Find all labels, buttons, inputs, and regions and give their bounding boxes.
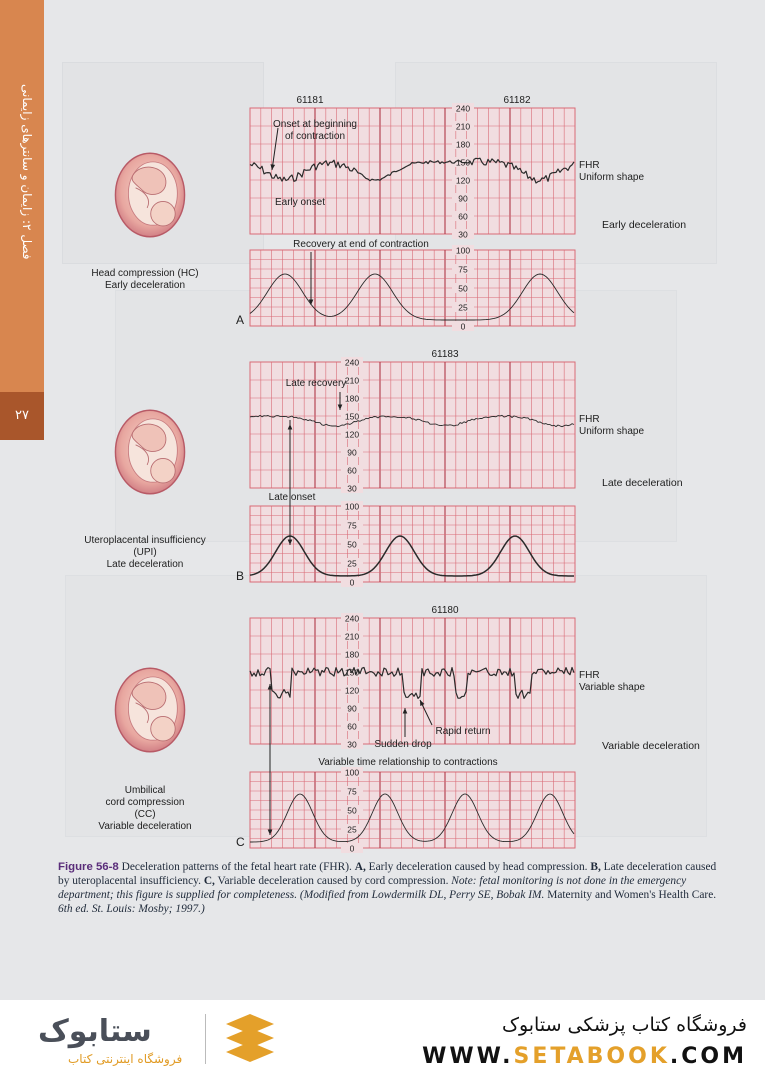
- uc-tick-label: 75: [347, 786, 357, 797]
- strip-id: 61181: [296, 95, 324, 106]
- illustration-caption: (UPI): [133, 547, 157, 558]
- uc-tick-label: 100: [344, 501, 360, 512]
- store-logo-subtitle: فروشگاه اینترنتی کتاب: [68, 1052, 183, 1066]
- uc-tick-label: 100: [344, 767, 360, 778]
- annotation-label: Recovery at end of contraction: [293, 239, 429, 250]
- annotation-label: Late recovery: [285, 378, 347, 389]
- fetal-head: [151, 716, 175, 740]
- fhr-tick-label: 150: [344, 667, 360, 678]
- annotation-label: Rapid return: [435, 726, 491, 737]
- annotation-label: Late onset: [268, 492, 316, 503]
- fhr-tick-label: 90: [347, 703, 357, 714]
- illustration-caption: Head compression (HC): [91, 268, 199, 279]
- annotation-label: Sudden drop: [374, 739, 432, 750]
- fhr-tick-label: 120: [344, 685, 360, 696]
- chapter-title: فصل ۲: زایمان و سانترهای زایمانی: [20, 84, 34, 260]
- uc-tick-label: 0: [460, 321, 466, 332]
- fetal-head: [151, 201, 175, 225]
- illustration-caption: Late deceleration: [106, 559, 184, 570]
- url-brand: SETABOOK: [513, 1044, 670, 1069]
- deceleration-type-label: Late deceleration: [602, 477, 683, 489]
- figure-caption: [58, 860, 730, 916]
- uc-strip-A: [250, 250, 575, 326]
- fhr-tick-label: 240: [344, 613, 360, 624]
- fhr-shape-label: Uniform shape: [579, 172, 645, 183]
- illustration-caption: Early deceleration: [104, 280, 186, 291]
- url-prefix: WWW.: [422, 1044, 514, 1069]
- fhr-shape-label: Uniform shape: [579, 426, 645, 437]
- fhr-tick-label: 90: [347, 447, 357, 458]
- fhr-tick-label: 240: [455, 103, 471, 114]
- strip-id: 61180: [431, 605, 459, 616]
- fhr-tick-label: 30: [347, 739, 357, 750]
- annotation-label: of contraction: [284, 131, 346, 142]
- illustration-caption: Variable deceleration: [98, 821, 192, 832]
- panel-letter: A: [236, 313, 245, 327]
- strip-id: 61182: [503, 95, 531, 106]
- uc-strip-C: [250, 772, 575, 848]
- url-suffix: .COM: [669, 1044, 747, 1069]
- figure-label: Figure 56-8: [58, 861, 119, 873]
- uc-tick-label: 0: [349, 577, 355, 588]
- fetus-illustration-A: [115, 153, 184, 237]
- fetus-illustration-B: [115, 410, 184, 494]
- caption-note: Note: fetal monitoring is not done in the emergency department; this figure is supplied for completeness. (Modified from Lowdermilk DL, Perry SE, Bobak IM.: [58, 875, 687, 901]
- fhr-label: FHR: [579, 160, 600, 171]
- caption-a: A,: [354, 861, 366, 873]
- annotation-label: Variable time relationship to contractions: [318, 757, 498, 768]
- fhr-tick-label: 30: [458, 229, 468, 240]
- fhr-tick-label: 180: [344, 393, 360, 404]
- caption-book: Maternity and Women's Health Care.: [544, 889, 717, 901]
- fhr-tick-label: 150: [455, 157, 471, 168]
- uc-tick-label: 25: [347, 558, 357, 569]
- uc-tick-label: 25: [458, 302, 468, 313]
- panel-letter: C: [236, 835, 245, 849]
- annotation-label: Early onset: [274, 197, 326, 208]
- fhr-tick-label: 240: [344, 357, 360, 368]
- fhr-tick-label: 210: [344, 631, 360, 642]
- store-logo-text: ستابوک: [38, 1014, 152, 1049]
- fhr-tick-label: 150: [344, 411, 360, 422]
- caption-c: C,: [203, 875, 215, 887]
- fhr-tick-label: 90: [458, 193, 468, 204]
- fhr-tick-label: 60: [347, 721, 357, 732]
- uc-tick-label: 100: [455, 245, 471, 256]
- store-url: [422, 1044, 747, 1069]
- uc-tick-label: 0: [349, 843, 355, 854]
- fhr-label: FHR: [579, 670, 600, 681]
- uc-tick-label: 25: [347, 824, 357, 835]
- deceleration-type-label: Early deceleration: [602, 219, 687, 231]
- store-banner: [0, 1000, 765, 1080]
- fhr-shape-label: Variable shape: [579, 682, 645, 693]
- caption-text: Late deceleration caused by uteroplacental insufficiency.: [58, 861, 717, 887]
- panel-letter: B: [236, 569, 245, 583]
- fhr-label: FHR: [579, 414, 600, 425]
- fhr-tick-label: 120: [455, 175, 471, 186]
- fhr-tick-label: 30: [347, 483, 357, 494]
- fhr-tick-label: 210: [455, 121, 471, 132]
- fhr-tick-label: 180: [455, 139, 471, 150]
- fhr-tick-label: 120: [344, 429, 360, 440]
- store-title: فروشگاه کتاب پزشکی ستابوک: [501, 1014, 747, 1036]
- page-number: ۲۷: [0, 392, 44, 440]
- strip-id: 61183: [431, 349, 459, 360]
- fhr-tick-label: 60: [347, 465, 357, 476]
- caption-text: Deceleration patterns of the fetal heart rate (FHR).: [118, 861, 355, 873]
- annotation-label: Onset at beginning: [273, 119, 357, 130]
- uc-tick-label: 75: [458, 264, 468, 275]
- uc-tick-label: 50: [458, 283, 468, 294]
- caption-b: B,: [590, 861, 601, 873]
- uc-tick-label: 75: [347, 520, 357, 531]
- fetal-head: [151, 458, 175, 482]
- fhr-strip-C: [250, 618, 575, 744]
- fhr-tick-label: 210: [344, 375, 360, 386]
- caption-text: Variable deceleration caused by cord compression.: [214, 875, 452, 887]
- caption-text: Early deceleration caused by head compression.: [365, 861, 591, 873]
- fhr-tick-label: 60: [458, 211, 468, 222]
- caption-edition: 6th ed. St. Louis: Mosby; 1997.): [58, 903, 205, 915]
- illustration-caption: (CC): [134, 809, 156, 820]
- uc-tick-label: 50: [347, 805, 357, 816]
- uc-tick-label: 50: [347, 539, 357, 550]
- illustration-caption: Umbilical: [124, 785, 166, 796]
- fetus-illustration-C: [115, 668, 184, 752]
- deceleration-type-label: Variable deceleration: [602, 740, 700, 752]
- fhr-tick-label: 180: [344, 649, 360, 660]
- illustration-caption: Uteroplacental insufficiency: [84, 535, 206, 546]
- illustration-caption: cord compression: [105, 797, 185, 808]
- store-logo-icon: [218, 1012, 288, 1072]
